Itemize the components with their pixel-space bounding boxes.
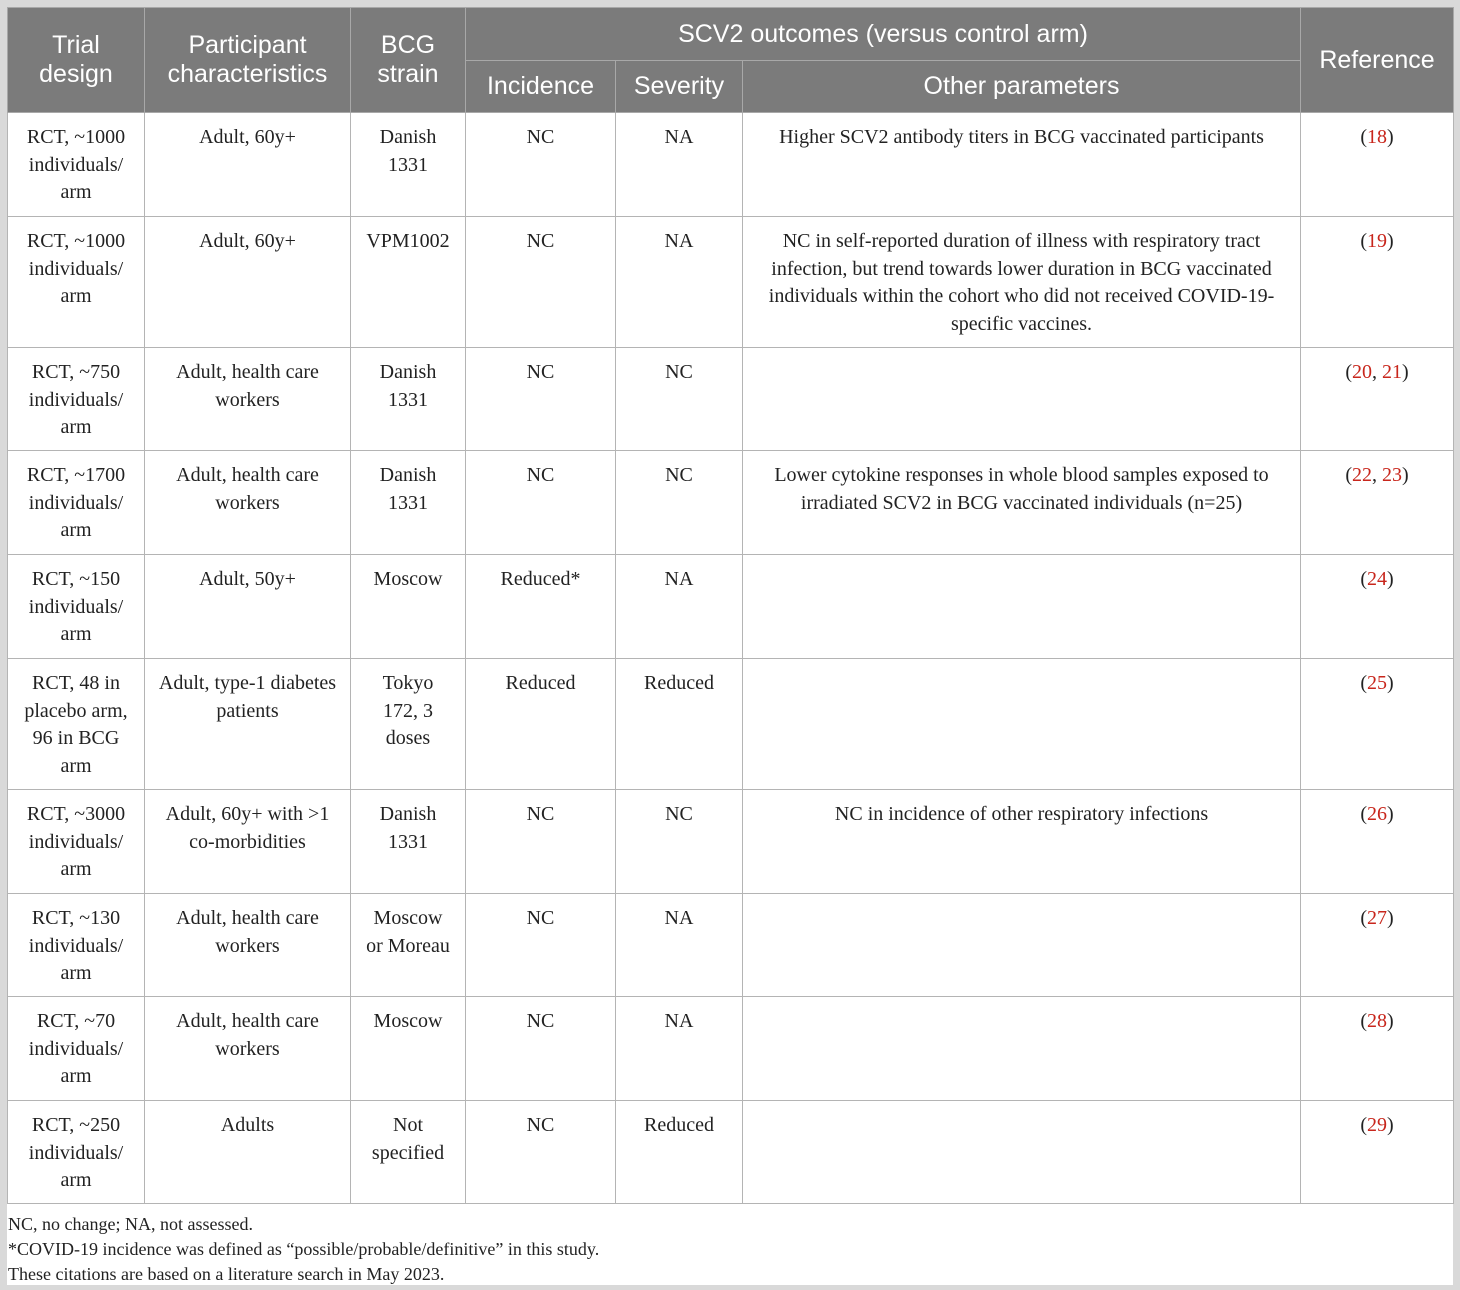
cell-participants: Adult, type-1 diabetes patients	[145, 659, 351, 790]
table-row	[8, 217, 1454, 348]
cell-severity: NA	[616, 997, 743, 1101]
citation-link[interactable]: 24	[1367, 568, 1388, 590]
cell-participants: Adult, health care workers	[145, 894, 351, 997]
cell-reference: (22, 23)	[1301, 451, 1454, 555]
cell-incidence: NC	[466, 894, 616, 997]
cell-participants: Adult, health care workers	[145, 348, 351, 451]
cell-participants: Adult, 60y+ with >1 co-morbidities	[145, 790, 351, 894]
cell-severity: NA	[616, 113, 743, 217]
table-row	[8, 997, 1454, 1101]
citation-link[interactable]: 27	[1367, 907, 1388, 929]
table-body	[8, 113, 1454, 1204]
citation-link[interactable]: 18	[1367, 126, 1388, 148]
cell-severity: NC	[616, 790, 743, 894]
cell-incidence: NC	[466, 790, 616, 894]
cell-trial-design: RCT, ~3000 individuals/ arm	[8, 790, 145, 894]
cell-reference: (19)	[1301, 217, 1454, 348]
cell-severity: NA	[616, 217, 743, 348]
cell-trial-design: RCT, ~1700 individuals/ arm	[8, 451, 145, 555]
cell-bcg-strain: Moscow	[351, 555, 466, 659]
table-sheet	[7, 7, 1453, 1285]
table-row	[8, 1101, 1454, 1204]
cell-participants: Adult, 50y+	[145, 555, 351, 659]
cell-other-parameters	[743, 997, 1301, 1101]
cell-participants: Adult, health care workers	[145, 451, 351, 555]
cell-trial-design: RCT, ~150 individuals/ arm	[8, 555, 145, 659]
cell-other-parameters	[743, 555, 1301, 659]
cell-other-parameters: Lower cytokine responses in whole blood samples exposed to irradiated SCV2 in BCG vaccinated individuals (n=25)	[743, 451, 1301, 555]
cell-bcg-strain: VPM1002	[351, 217, 466, 348]
cell-incidence: NC	[466, 451, 616, 555]
header-participants: Participant characteristics	[145, 8, 351, 113]
cell-incidence: NC	[466, 1101, 616, 1204]
cell-participants: Adult, 60y+	[145, 113, 351, 217]
cell-reference: (18)	[1301, 113, 1454, 217]
cell-bcg-strain: Danish 1331	[351, 451, 466, 555]
cell-participants: Adults	[145, 1101, 351, 1204]
table-row	[8, 451, 1454, 555]
header-reference: Reference	[1301, 8, 1454, 113]
cell-reference: (29)	[1301, 1101, 1454, 1204]
cell-bcg-strain: Not specified	[351, 1101, 466, 1204]
table-row	[8, 894, 1454, 997]
table-header	[8, 8, 1454, 113]
cell-severity: Reduced	[616, 1101, 743, 1204]
footnote-abbreviations: NC, no change; NA, not assessed.	[8, 1214, 253, 1234]
header-trial-design: Trial design	[8, 8, 145, 113]
cell-bcg-strain: Danish 1331	[351, 348, 466, 451]
cell-incidence: Reduced	[466, 659, 616, 790]
cell-reference: (28)	[1301, 997, 1454, 1101]
citation-link[interactable]: 21	[1382, 361, 1403, 383]
cell-severity: NC	[616, 451, 743, 555]
cell-severity: NC	[616, 348, 743, 451]
citation-link[interactable]: 22	[1352, 464, 1373, 486]
header-outcomes-group: SCV2 outcomes (versus control arm)	[466, 8, 1301, 61]
citation-link[interactable]: 25	[1367, 672, 1388, 694]
cell-participants: Adult, health care workers	[145, 997, 351, 1101]
cell-trial-design: RCT, ~1000 individuals/ arm	[8, 217, 145, 348]
footnote-literature-search: These citations are based on a literature search in May 2023.	[8, 1264, 445, 1284]
cell-trial-design: RCT, ~750 individuals/ arm	[8, 348, 145, 451]
cell-bcg-strain: Moscow or Moreau	[351, 894, 466, 997]
table-row	[8, 348, 1454, 451]
cell-reference: (24)	[1301, 555, 1454, 659]
cell-bcg-strain: Danish 1331	[351, 790, 466, 894]
cell-incidence: Reduced*	[466, 555, 616, 659]
citation-link[interactable]: 29	[1367, 1114, 1388, 1136]
cell-incidence: NC	[466, 113, 616, 217]
cell-trial-design: RCT, ~250 individuals/ arm	[8, 1101, 145, 1204]
citation-link[interactable]: 19	[1367, 230, 1388, 252]
header-incidence: Incidence	[466, 61, 616, 113]
citation-link[interactable]: 23	[1382, 464, 1403, 486]
header-severity: Severity	[616, 61, 743, 113]
cell-severity: NA	[616, 894, 743, 997]
cell-severity: NA	[616, 555, 743, 659]
cell-other-parameters	[743, 894, 1301, 997]
cell-reference: (25)	[1301, 659, 1454, 790]
cell-bcg-strain: Tokyo 172, 3 doses	[351, 659, 466, 790]
citation-link[interactable]: 20	[1352, 361, 1373, 383]
table-row	[8, 555, 1454, 659]
cell-incidence: NC	[466, 997, 616, 1101]
cell-other-parameters: NC in incidence of other respiratory infections	[743, 790, 1301, 894]
cell-other-parameters: NC in self-reported duration of illness with respiratory tract infection, but trend towards lower duration in BCG vaccinated individuals within the cohort who did not received COVID-19-specific vaccines.	[743, 217, 1301, 348]
cell-incidence: NC	[466, 348, 616, 451]
bcg-trials-table	[7, 7, 1454, 1204]
cell-bcg-strain: Moscow	[351, 997, 466, 1101]
cell-trial-design: RCT, ~70 individuals/ arm	[8, 997, 145, 1101]
cell-participants: Adult, 60y+	[145, 217, 351, 348]
table-row	[8, 113, 1454, 217]
cell-reference: (27)	[1301, 894, 1454, 997]
table-footnotes	[7, 1204, 1453, 1287]
table-row	[8, 790, 1454, 894]
cell-other-parameters: Higher SCV2 antibody titers in BCG vaccinated participants	[743, 113, 1301, 217]
cell-trial-design: RCT, 48 in placebo arm, 96 in BCG arm	[8, 659, 145, 790]
cell-reference: (26)	[1301, 790, 1454, 894]
cell-incidence: NC	[466, 217, 616, 348]
header-bcg-strain: BCG strain	[351, 8, 466, 113]
table-row	[8, 659, 1454, 790]
cell-other-parameters	[743, 659, 1301, 790]
cell-trial-design: RCT, ~1000 individuals/ arm	[8, 113, 145, 217]
footnote-incidence-definition: *COVID-19 incidence was defined as “possible/probable/definitive” in this study.	[8, 1239, 600, 1259]
cell-trial-design: RCT, ~130 individuals/ arm	[8, 894, 145, 997]
cell-reference: (20, 21)	[1301, 348, 1454, 451]
citation-link[interactable]: 28	[1367, 1010, 1388, 1032]
cell-other-parameters	[743, 348, 1301, 451]
citation-link[interactable]: 26	[1367, 803, 1388, 825]
cell-other-parameters	[743, 1101, 1301, 1204]
header-other-parameters: Other parameters	[743, 61, 1301, 113]
cell-severity: Reduced	[616, 659, 743, 790]
cell-bcg-strain: Danish 1331	[351, 113, 466, 217]
